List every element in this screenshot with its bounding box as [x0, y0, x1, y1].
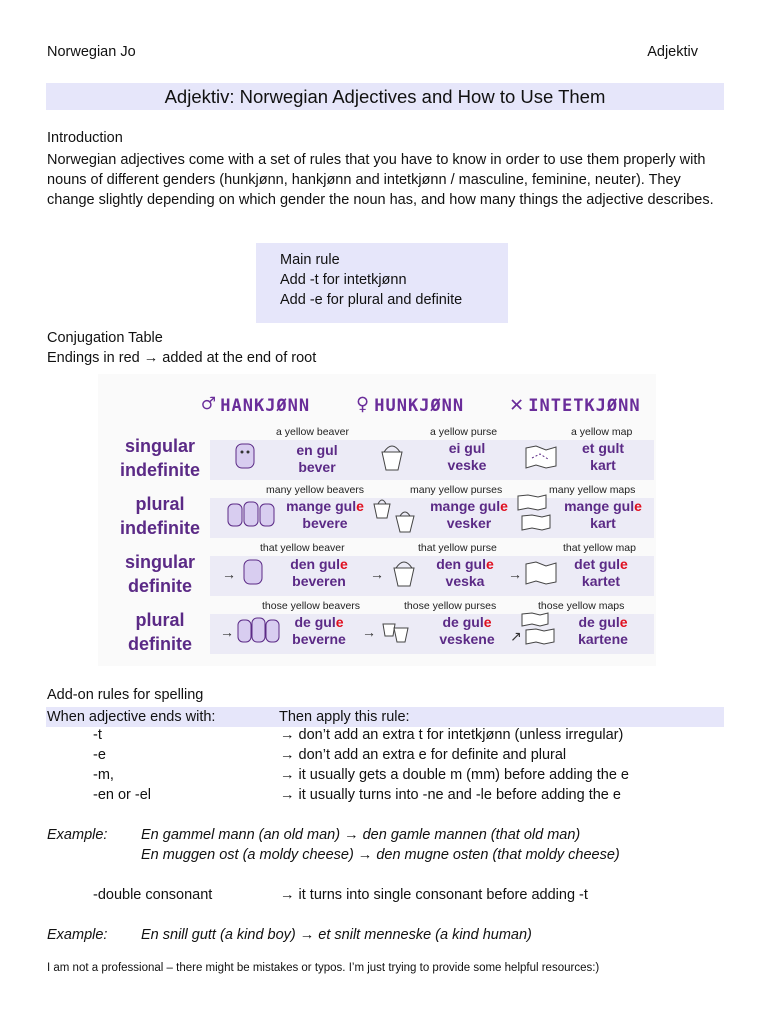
rule-text: → don’t add an extra e for definite and plural [280, 747, 567, 763]
double-consonant-rule: → it turns into single consonant before adding -t [280, 887, 588, 903]
arrow-icon: ↗ [510, 628, 522, 644]
rule-text: → it usually turns into -ne and -le before adding the e [280, 787, 621, 803]
cell-hunkjonn: ei gul veske [447, 440, 487, 473]
cell-intetkjonn: et gult kart [582, 440, 624, 473]
cell-hunkjonn: mange gule vesker [430, 498, 508, 531]
cell-intetkjonn: de gule kartene [578, 614, 628, 647]
main-rule-line-2: Add -e for plural and definite [280, 292, 463, 308]
row-label-singular-definite: singular definite [124, 552, 195, 596]
rule-text: → don’t add an extra t for intetkjønn (unless irregular) [280, 727, 624, 743]
conjugation-subtitle: Endings in red → added at the end of root [47, 350, 317, 366]
caption: those yellow purses [404, 600, 497, 612]
caption: that yellow beaver [260, 542, 345, 554]
caption: those yellow beavers [262, 600, 361, 612]
caption: many yellow purses [410, 484, 503, 496]
addon-col2-header: Then apply this rule: [279, 709, 410, 725]
addon-heading: Add-on rules for spelling [47, 687, 204, 703]
double-consonant-ending: -double consonant [93, 887, 213, 903]
rule-ending: -en or -el [93, 787, 152, 803]
caption: many yellow beavers [266, 484, 365, 496]
conjugation-table [98, 374, 656, 666]
example-2: En muggen ost (a moldy cheese) → den mugne osten (that moldy cheese) [141, 847, 620, 863]
example-label: Example: [47, 827, 108, 843]
example-label: Example: [47, 927, 108, 943]
cell-hankjonn: den gule beveren [290, 556, 348, 589]
arrow-icon: → [508, 566, 522, 582]
caption: that yellow purse [418, 542, 497, 554]
example-1: En gammel mann (an old man) → den gamle mannen (that old man) [141, 827, 581, 843]
conjugation-heading: Conjugation Table [47, 330, 163, 346]
example-3: En snill gutt (a kind boy) → et snilt menneske (a kind human) [141, 927, 532, 943]
gender-hankjonn: ♂ HANKJØNN [202, 392, 311, 417]
row-label-plural-definite: plural definite [127, 610, 192, 654]
header-left: Norwegian Jo [47, 44, 136, 60]
beavers-icon [226, 496, 276, 532]
caption: a yellow beaver [276, 426, 349, 438]
gender-intetkjonn: ✕ INTETKJØNN [510, 392, 641, 417]
main-rule-title: Main rule [280, 252, 340, 268]
neuter-symbol-icon: ✕ [510, 392, 525, 417]
cell-hunkjonn: de gule veskene [439, 614, 495, 647]
caption: that yellow map [563, 542, 636, 554]
caption: a yellow map [571, 426, 633, 438]
main-rule-box [256, 243, 508, 323]
page-title: Adjektiv: Norwegian Adjectives and How to Use Them [46, 83, 724, 110]
header-right: Adjektiv [647, 44, 698, 60]
addon-col1-header: When adjective ends with: [47, 709, 216, 725]
arrow-icon: → [362, 624, 376, 640]
caption: many yellow maps [549, 484, 636, 496]
main-rule-line-1: Add -t for intetkjønn [280, 272, 407, 288]
cell-hankjonn: de gule beverne [292, 614, 346, 647]
beaver-icon [230, 438, 260, 474]
male-symbol-icon: ♂ [202, 392, 217, 417]
row-label-plural-indefinite: plural indefinite [120, 494, 200, 538]
cell-hankjonn: en gul bever [296, 442, 338, 475]
arrow-icon: → [370, 566, 384, 582]
arrow-icon: → [222, 566, 236, 582]
intro-text: Norwegian adjectives come with a set of rules that you have to know in order to use them properly with nouns of different genders (hunkjønn, hankjønn and intetkjønn / masculine, feminine, neuter). They change slightly depending on which gender the noun has, and how many things the adjective describes. [47, 152, 714, 208]
rule-text: → it usually gets a double m (mm) before adding the e [280, 767, 629, 783]
cell-intetkjonn: det gule kartet [574, 556, 628, 589]
rule-ending: -e [93, 747, 106, 763]
row-label-singular-indefinite: singular indefinite [120, 436, 200, 480]
female-symbol-icon: ♀ [356, 392, 371, 417]
purses-icon [380, 614, 410, 646]
cell-hankjonn: mange gule bevere [286, 498, 364, 531]
caption: a yellow purse [430, 426, 498, 438]
gender-hunkjonn: ♀ HUNKJØNN [356, 392, 465, 417]
addon-table-header [46, 707, 724, 727]
intro-heading: Introduction [47, 130, 123, 146]
footer-note: I am not a professional – there might be mistakes or typos. I’m just trying to provide some helpful resources:) [47, 962, 600, 974]
caption: those yellow maps [538, 600, 625, 612]
purse-icon [378, 440, 406, 472]
arrow-icon: → [220, 624, 234, 640]
rule-ending: -t [93, 727, 102, 743]
cell-intetkjonn: mange gule kart [564, 498, 642, 531]
cell-hunkjonn: den gule veska [436, 556, 494, 589]
rule-ending: -m, [93, 767, 114, 783]
